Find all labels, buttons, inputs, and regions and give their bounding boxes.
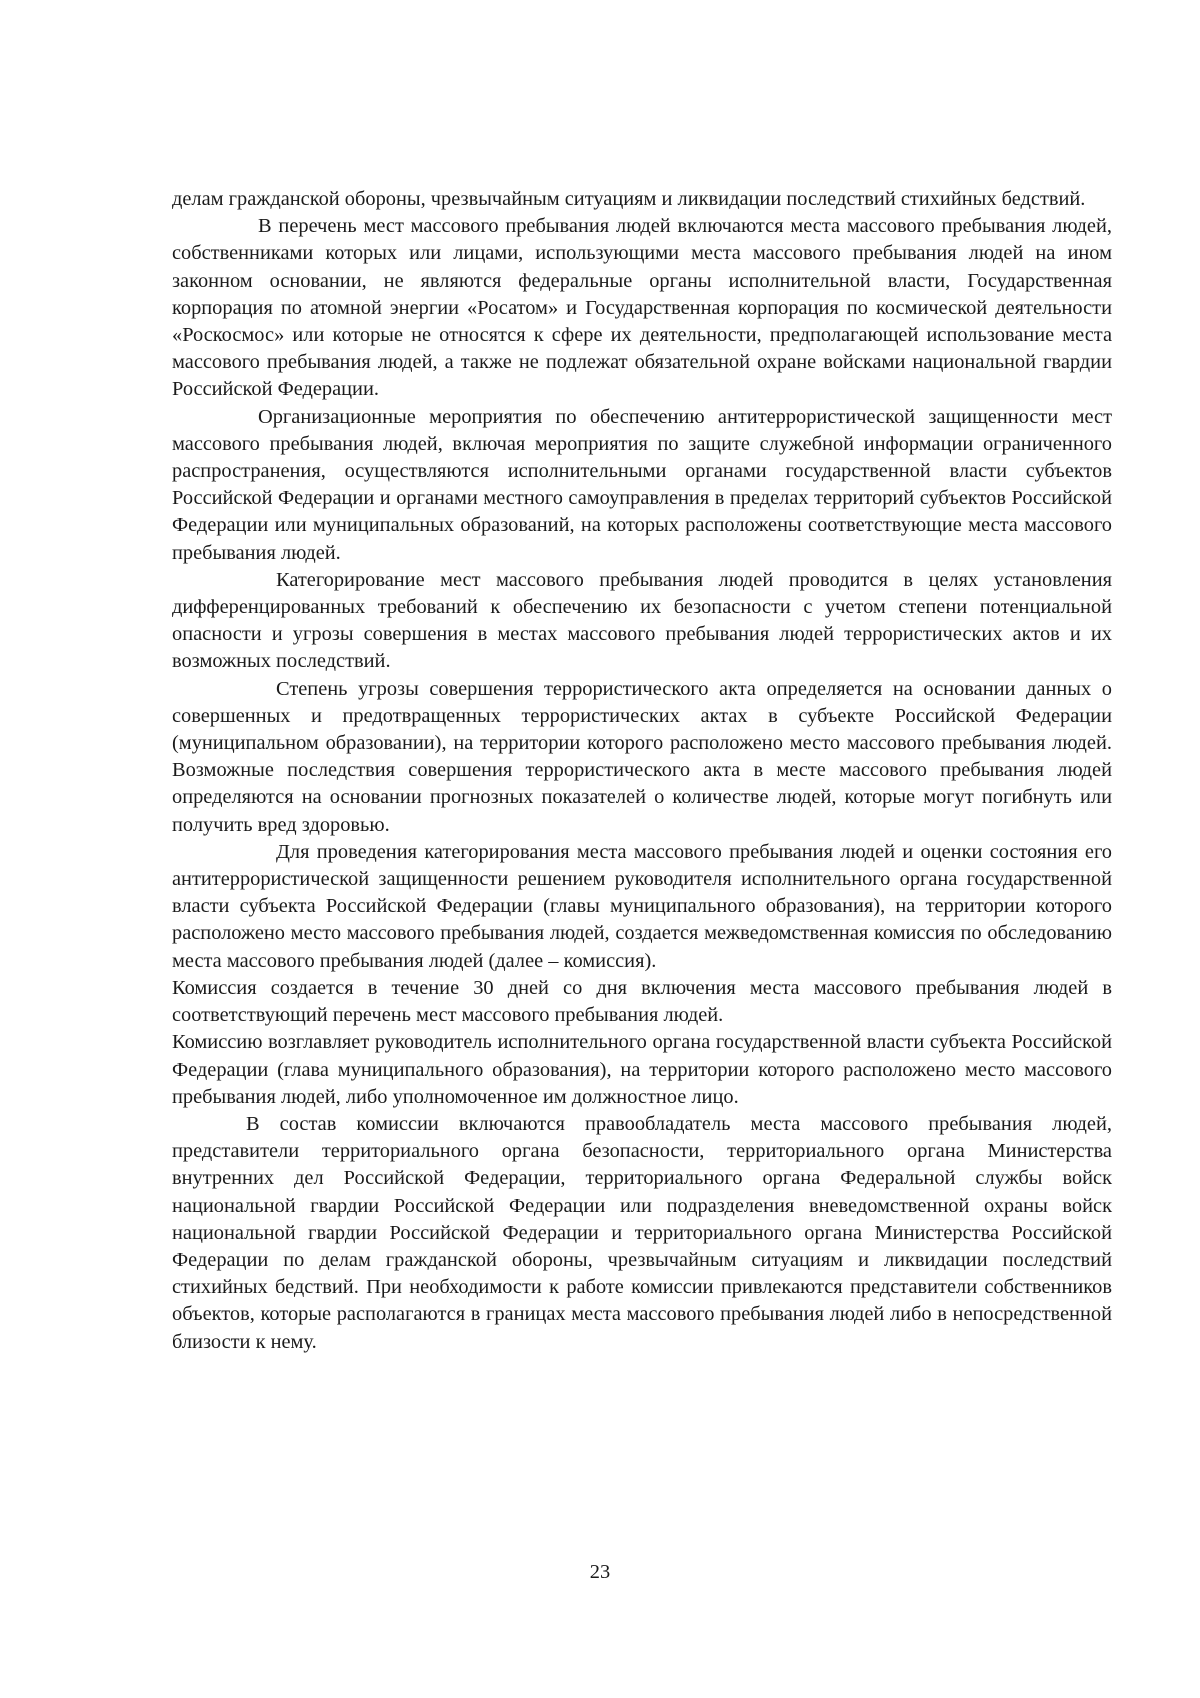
paragraph-commission-creation: Для проведения категорирования места массового пребывания людей и оценки состояния его антитеррористической защищенности решением руководителя исполнительного органа государственной власти субъекта Российской Федерации (главы муниципального образования), на территории которого расположено место массового пребывания людей, создается межведомственная комиссия по обследованию места массового пребывания людей (далее – комиссия). [172,840,1112,972]
paragraph-organizational-measures: Организационные мероприятия по обеспечению антитеррористической защищенности мест массового пребывания людей, включая мероприятия по защите служебной информации ограниченного распространения, осуществляются исполнительными органами государственной власти субъектов Российской Федерации и органами местного самоуправления в пределах территорий субъектов Российской Федерации или муниципальных образований, на которых расположены соответствующие места массового пребывания людей. [172,405,1112,564]
document-page [172,186,1112,1356]
paragraph-commission-head: Комиссию возглавляет руководитель исполнительного органа государственной власти субъекта Российской Федерации (глава муниципального образования), на территории которого расположено место массового пребывания людей, либо уполномоченное им должностное лицо. [172,1031,1112,1108]
page-number: 23 [589,1561,611,1583]
paragraph-categorization: Категорирование мест массового пребывания людей проводится в целях установления дифференцированных требований к обеспечению их безопасности с учетом степени потенциальной опасности и угрозы совершения в местах массового пребывания людей террористических актов и их возможных последствий. [172,568,1112,673]
paragraph-commission-term: Комиссия создается в течение 30 дней со дня включения места массового пребывания людей в соответствующий перечень мест массового пребывания людей. [172,976,1112,1027]
paragraph-threat-level: Степень угрозы совершения террористического акта определяется на основании данных о совершенных и предотвращенных террористических актах в субъекте Российской Федерации (муниципальном образовании), на территории которого расположено место массового пребывания людей. Возможные последствия совершения террористического акта в месте массового пребывания людей определяются на основании прогнозных показателей о количестве людей, которые могут погибнуть или получить вред здоровью. [172,677,1112,836]
paragraph-commission-members: В состав комиссии включаются правообладатель места массового пребывания людей, представители территориального органа безопасности, территориального органа Министерства внутренних дел Российской Федерации, территориального органа Федеральной службы войск национальной гвардии Российской Федерации или подразделения вневедомственной охраны войск национальной гвардии Российской Федерации и территориального органа Министерства Российской Федерации по делам гражданской обороны, чрезвычайным ситуациям и ликвидации последствий стихийных бедствий. При необходимости к работе комиссии привлекаются представители собственников объектов, которые располагаются в границах места массового пребывания людей либо в непосредственной близости к нему. [172,1112,1112,1353]
paragraph-continuation: делам гражданской обороны, чрезвычайным ситуациям и ликвидации последствий стихийных бедствий. [172,188,1086,210]
paragraph-mass-gathering-list: В перечень мест массового пребывания людей включаются места массового пребывания людей, собственниками которых или лицами, использующими места массового пребывания людей на ином законном основании, не являются федеральные органы исполнительной власти, Государственная корпорация по атомной энергии «Росатом» и Государственная корпорация по космической деятельности «Роскосмос» или которые не относятся к сфере их деятельности, предполагающей использование места массового пребывания людей, а также не подлежат обязательной охране войсками национальной гвардии Российской Федерации. [172,215,1112,401]
